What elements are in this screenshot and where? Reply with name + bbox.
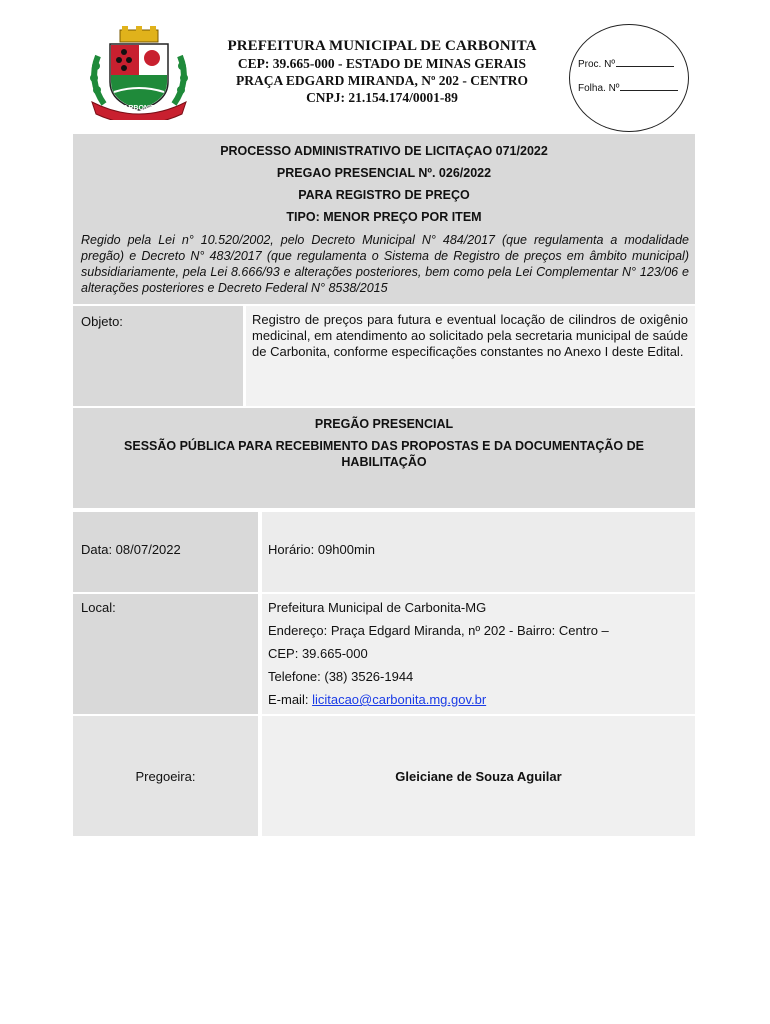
local-label: Local: [81,600,116,615]
session-time: Horário: 09h00min [268,542,375,557]
sessao-subtitle: SESSÃO PÚBLICA PARA RECEBIMENTO DAS PROPOSTAS E DA DOCUMENTAÇÃO DE HABILITAÇÃO [124,439,644,469]
local-name: Prefeitura Municipal de Carbonita-MG [268,600,487,615]
registro-preco: PARA REGISTRO DE PREÇO [298,188,470,202]
pregoeira-label: Pregoeira: [135,769,196,784]
pregoeira-name: Gleiciane de Souza Aguilar [395,769,562,784]
objeto-label: Objeto: [81,314,123,329]
pregoeira-label-cell [73,716,258,836]
folha-label: Folha. Nº [578,83,620,94]
letterhead [196,38,568,106]
crest-ribbon-text: CARBONITA [118,105,160,112]
sessao-title: PREGÃO PRESENCIAL [314,417,454,431]
legal-basis-text: Regido pela Lei n° 10.520/2002, pelo Decreto Municipal N° 484/2017 (que regulamenta a modalidade pregão) e Decreto N° 483/2017 (que regulamenta o Sistema de Registro de preços em âmbito municipal) subsidiariamente, pela Lei 8.666/93 e alterações posteriores, bem como pela Lei Complementar N° 123/06 e alterações posteriores e Decreto Federal N° 8538/2015 [81,233,689,295]
time-cell [262,512,695,592]
local-details-cell [262,594,695,714]
local-address: Endereço: Praça Edgard Miranda, nº 202 - Bairro: Centro – [268,623,609,638]
folha-number-field [578,83,678,94]
process-header-block [73,134,695,304]
letterhead-cep: CEP: 39.665-000 - ESTADO DE MINAS GERAIS [237,56,527,71]
pregoeira-name-cell [262,716,695,836]
tipo-criterio: TIPO: MENOR PREÇO POR ITEM [286,210,482,224]
sessao-block [73,408,695,508]
municipal-crest [84,26,194,120]
local-cep: CEP: 39.665-000 [268,646,368,661]
proc-number-field [578,59,674,70]
objeto-text-cell [246,306,695,406]
municipality-title: PREFEITURA MUNICIPAL DE CARBONITA [227,38,537,54]
process-number: PROCESSO ADMINISTRATIVO DE LICITAÇAO 071/2022 [220,144,548,158]
local-email-line [268,692,609,715]
letterhead-cnpj: CNPJ: 21.154.174/0001-89 [306,90,458,105]
objeto-description: Registro de preços para futura e eventual locação de cilindros de oxigênio medicinal, em atendimento ao solicitado pela secretaria municipal de saúde de Carbonita, conforme especificações constantes no Anexo I deste Edital. [252,312,688,359]
local-label-cell [73,594,258,714]
objeto-label-cell [73,306,243,406]
letterhead-address: PRAÇA EDGARD MIRANDA, Nº 202 - CENTRO [235,73,529,88]
date-cell [73,512,258,592]
email-label: E-mail: [268,692,313,707]
local-phone: Telefone: (38) 3526-1944 [268,669,414,684]
protocol-stamp [569,24,689,132]
proc-label: Proc. Nº [578,59,615,70]
email-link[interactable]: licitacao@carbonita.mg.gov.br [312,692,487,707]
local-details [268,600,609,715]
session-date: Data: 08/07/2022 [81,542,181,557]
pregao-number: PREGAO PRESENCIAL Nº. 026/2022 [276,166,492,180]
